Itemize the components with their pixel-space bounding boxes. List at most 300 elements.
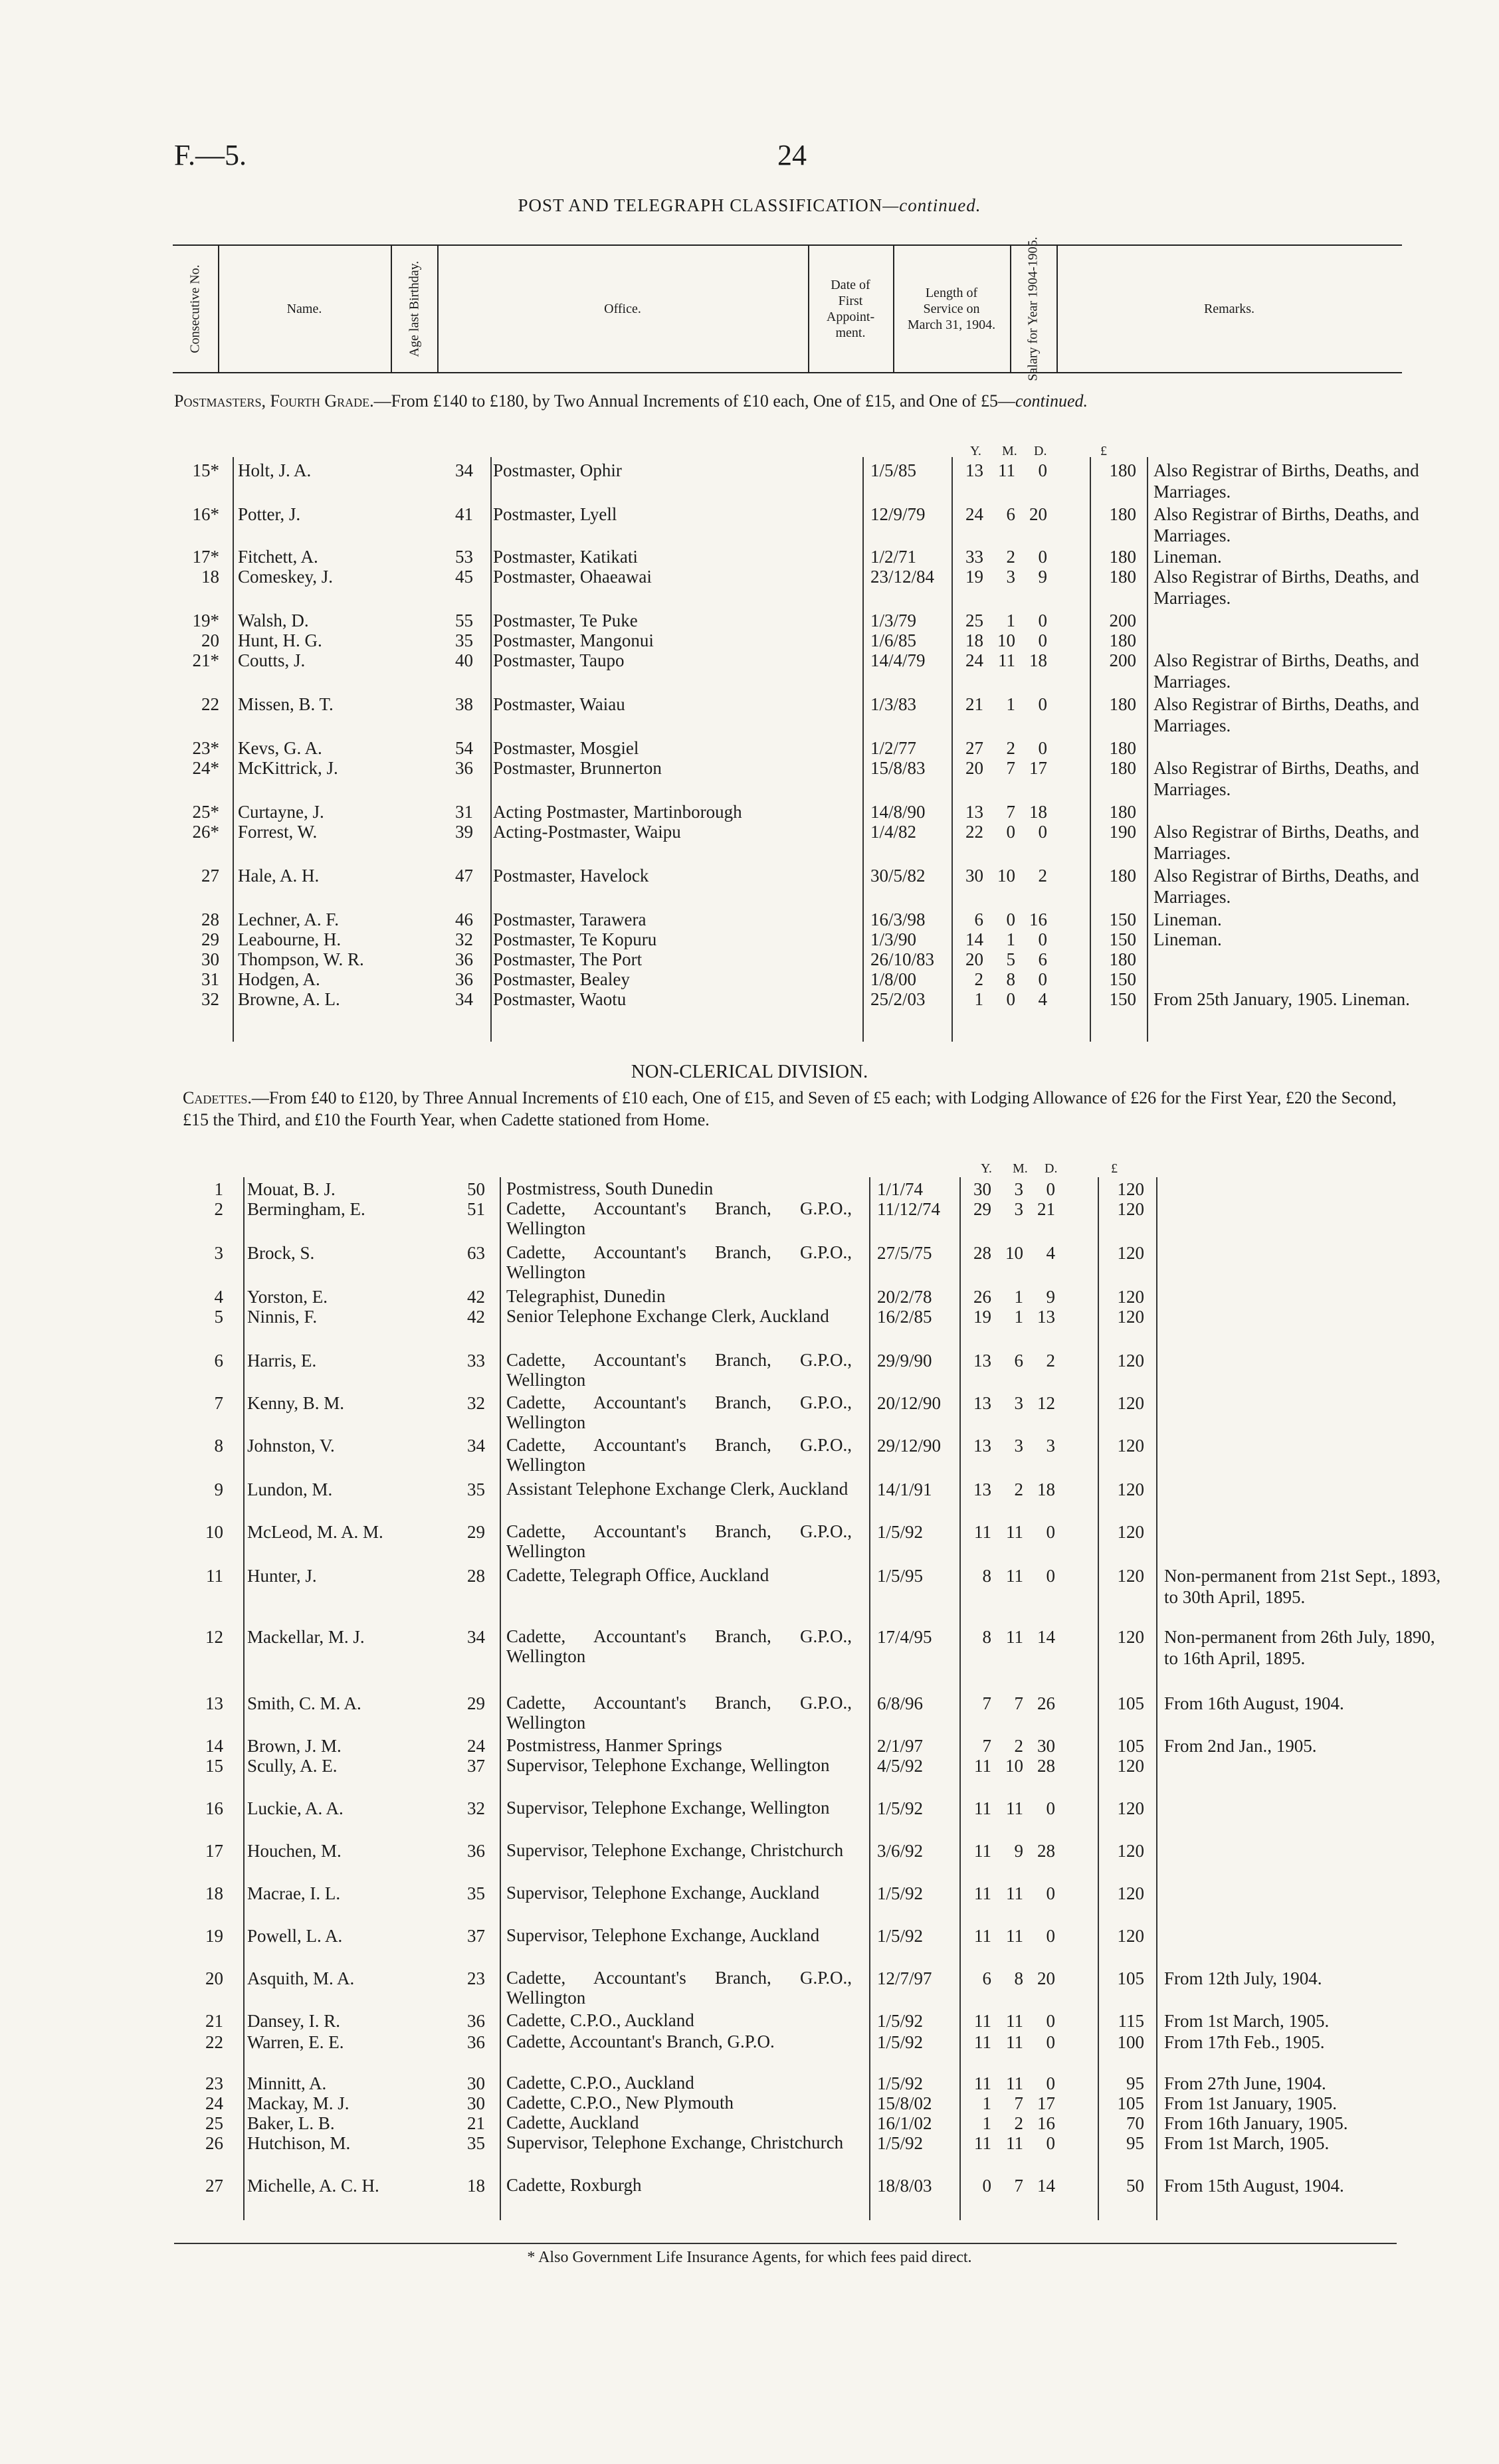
cell-y: 13 (973, 1351, 991, 1371)
cell-office: Postmaster, Waotu (493, 989, 627, 1009)
cell-office: Cadette, Accountant's Branch, G.P.O., Wellington (506, 1350, 852, 1390)
cell-office: Senior Telephone Exchange Clerk, Auckland (506, 1306, 829, 1326)
cell-m: 6 (1014, 1351, 1023, 1371)
cell-office: Cadette, Accountant's Branch, G.P.O., Wellington (506, 1198, 852, 1238)
cell-d: 16 (1037, 2113, 1055, 2133)
cell-date: 29/12/90 (877, 1436, 942, 1456)
cell-no: 30 (201, 949, 219, 969)
cell-office: Supervisor, Telephone Exchange, Auckland (506, 1883, 820, 1903)
cell-y: 11 (974, 1926, 991, 1946)
cell-date: 3/6/92 (877, 1841, 924, 1861)
cell-y: 11 (974, 2073, 991, 2093)
header-remarks: Remarks. (1203, 302, 1255, 316)
cell-m: 10 (1005, 1756, 1023, 1776)
cell-office: Cadette, Auckland (506, 2113, 639, 2132)
cell-name: Mackellar, M. J. (247, 1627, 365, 1647)
cell-d: 2 (1038, 866, 1047, 886)
cell-name: Missen, B. T. (238, 694, 334, 714)
cell-d: 28 (1037, 1841, 1055, 1861)
cell-m: 1 (1014, 1287, 1023, 1307)
cell-remark: From 1st January, 1905. (1164, 2093, 1337, 2113)
cell-y: 11 (974, 2032, 991, 2052)
cell-no: 7 (214, 1393, 223, 1413)
cell-y: 25 (965, 611, 983, 630)
cell-salary: 180 (1109, 758, 1136, 778)
cell-age: 29 (467, 1693, 485, 1713)
cell-age: 36 (467, 2032, 485, 2052)
column-rule (1098, 1177, 1099, 2220)
cell-age: 53 (455, 547, 473, 567)
cell-name: Luckie, A. A. (247, 1798, 344, 1818)
cell-d: 0 (1046, 1883, 1055, 1903)
division-heading: NON-CLERICAL DIVISION. (631, 1061, 868, 1082)
cell-d: 0 (1046, 1522, 1055, 1542)
cell-date: 1/2/71 (870, 547, 917, 567)
cell-salary: 180 (1109, 504, 1136, 524)
cell-no: 25* (192, 802, 219, 822)
unit-y: Y. (970, 444, 981, 458)
column-rule (500, 1177, 501, 2220)
cell-date: 20/2/78 (877, 1287, 932, 1307)
unit-pound-2: £ (1111, 1161, 1118, 1176)
cell-salary: 105 (1117, 1736, 1144, 1756)
unit-m-2: M. (1013, 1161, 1028, 1176)
column-rule (233, 457, 234, 1042)
cell-y: 18 (965, 630, 983, 650)
cell-age: 29 (467, 1522, 485, 1542)
cell-age: 30 (467, 2093, 485, 2113)
cell-name: Bermingham, E. (247, 1199, 365, 1219)
cell-d: 0 (1046, 2011, 1055, 2031)
cell-y: 20 (965, 758, 983, 778)
cell-m: 1 (1014, 1307, 1023, 1327)
cell-no: 24 (205, 2093, 223, 2113)
cell-age: 34 (467, 1436, 485, 1456)
cell-office: Postmaster, Ohaeawai (493, 567, 652, 587)
cell-no: 16* (192, 504, 219, 524)
cell-office: Acting Postmaster, Martinborough (493, 802, 742, 822)
cell-age: 36 (467, 2011, 485, 2031)
cell-remark: Non-permanent from 26th July, 1890, to 16th April, 1895. (1164, 1627, 1435, 1668)
cell-remark: From 12th July, 1904. (1164, 1968, 1322, 1988)
cell-name: Harris, E. (247, 1351, 317, 1371)
cell-name: Scully, A. E. (247, 1756, 338, 1776)
cell-no: 26 (205, 2133, 223, 2153)
cell-remark: From 16th August, 1904. (1164, 1693, 1344, 1713)
cell-d: 2 (1046, 1351, 1055, 1371)
cell-no: 32 (201, 989, 219, 1009)
cell-remark: From 15th August, 1904. (1164, 2176, 1344, 2196)
cell-d: 17 (1029, 758, 1047, 778)
cell-salary: 120 (1117, 1479, 1144, 1499)
cell-salary: 105 (1117, 1693, 1144, 1713)
cell-m: 7 (1014, 2093, 1023, 2113)
cell-name: Michelle, A. C. H. (247, 2176, 379, 2196)
cell-y: 11 (974, 1522, 991, 1542)
cell-office: Supervisor, Telephone Exchange, Christchurch (506, 1840, 844, 1860)
cell-office: Cadette, C.P.O., Auckland (506, 2010, 694, 2030)
cell-d: 0 (1038, 694, 1047, 714)
cell-name: Houchen, M. (247, 1841, 342, 1861)
cell-d: 18 (1029, 650, 1047, 670)
cell-m: 2 (1006, 738, 1015, 758)
cell-date: 1/5/92 (877, 2073, 924, 2093)
cell-d: 0 (1038, 630, 1047, 650)
cell-remark: Also Registrar of Births, Deaths, and Marriages. (1153, 650, 1419, 692)
cell-y: 24 (965, 504, 983, 524)
cell-no: 19* (192, 611, 219, 630)
cell-no: 28 (201, 909, 219, 929)
cell-date: 14/8/90 (870, 802, 926, 822)
cell-salary: 70 (1126, 2113, 1144, 2133)
cell-remark: Also Registrar of Births, Deaths, and Marriages. (1153, 504, 1419, 545)
cell-y: 20 (965, 949, 983, 969)
cell-date: 20/12/90 (877, 1393, 942, 1413)
cell-y: 8 (982, 1566, 991, 1586)
cell-y: 11 (974, 1841, 991, 1861)
cell-name: Warren, E. E. (247, 2032, 344, 2052)
cell-remark: Non-permanent from 21st Sept., 1893, to 30th April, 1895. (1164, 1566, 1441, 1607)
cell-no: 12 (205, 1627, 223, 1647)
cell-age: 38 (455, 694, 473, 714)
header-length: Length of Service on March 31, 1904. (893, 246, 1011, 372)
cell-name: Forrest, W. (238, 822, 318, 842)
cell-salary: 105 (1117, 1968, 1144, 1988)
unit-pound: £ (1100, 444, 1107, 458)
cell-no: 21 (205, 2011, 223, 2031)
cell-no: 2 (214, 1199, 223, 1219)
cell-office: Postmaster, The Port (493, 949, 643, 969)
cell-y: 33 (965, 547, 983, 567)
cell-name: Hodgen, A. (238, 969, 320, 989)
cell-remark: Also Registrar of Births, Deaths, and Marriages. (1153, 822, 1419, 863)
cell-m: 7 (1006, 758, 1015, 778)
cell-m: 3 (1014, 1436, 1023, 1456)
cell-salary: 150 (1109, 969, 1136, 989)
cell-no: 17 (205, 1841, 223, 1861)
cell-name: McLeod, M. A. M. (247, 1522, 383, 1542)
cell-m: 11 (1006, 1627, 1023, 1647)
column-rule (490, 457, 492, 1042)
cell-d: 0 (1046, 1179, 1055, 1199)
cell-d: 0 (1038, 611, 1047, 630)
cell-office: Postmaster, Te Kopuru (493, 929, 657, 949)
cell-salary: 105 (1117, 2093, 1144, 2113)
header-name: Name. (218, 246, 392, 372)
cell-remark: Lineman. (1153, 929, 1222, 949)
cell-date: 1/3/83 (870, 694, 917, 714)
cell-name: Johnston, V. (247, 1436, 335, 1456)
cell-salary: 120 (1117, 1798, 1144, 1818)
cell-no: 16 (205, 1798, 223, 1818)
cell-d: 0 (1038, 929, 1047, 949)
title-suffix: —continued. (882, 195, 981, 215)
column-rule (959, 1177, 961, 2220)
cell-y: 30 (965, 866, 983, 886)
cell-y: 19 (965, 567, 983, 587)
cell-age: 33 (467, 1351, 485, 1371)
cell-office: Cadette, Telegraph Office, Auckland (506, 1565, 769, 1585)
cell-y: 13 (973, 1479, 991, 1499)
cell-y: 24 (965, 650, 983, 670)
cell-salary: 180 (1109, 567, 1136, 587)
cell-name: Fitchett, A. (238, 547, 318, 567)
cell-y: 6 (974, 909, 983, 929)
cell-m: 11 (1006, 1566, 1023, 1586)
cell-date: 1/3/90 (870, 929, 917, 949)
column-rule (1156, 1177, 1157, 2220)
cell-date: 14/1/91 (877, 1479, 932, 1499)
cell-no: 11 (206, 1566, 223, 1586)
column-header (173, 237, 1402, 381)
cell-salary: 200 (1109, 611, 1136, 630)
cell-y: 11 (974, 2133, 991, 2153)
cell-m: 11 (1006, 2133, 1023, 2153)
cell-d: 14 (1037, 1627, 1055, 1647)
cell-m: 3 (1006, 567, 1015, 587)
cell-date: 15/8/83 (870, 758, 926, 778)
cell-y: 30 (973, 1179, 991, 1199)
cell-date: 1/3/79 (870, 611, 917, 630)
cell-name: Mouat, B. J. (247, 1179, 336, 1199)
cell-office: Cadette, Accountant's Branch, G.P.O., Wellington (506, 1521, 852, 1561)
cell-m: 11 (1006, 1798, 1023, 1818)
cell-age: 36 (467, 1841, 485, 1861)
cell-salary: 190 (1109, 822, 1136, 842)
unit-m: M. (1002, 444, 1017, 458)
cell-y: 11 (974, 1883, 991, 1903)
cell-date: 1/8/00 (870, 969, 917, 989)
cell-date: 16/1/02 (877, 2113, 932, 2133)
cell-no: 20 (201, 630, 219, 650)
cell-office: Cadette, Accountant's Branch, G.P.O., Wellington (506, 1392, 852, 1432)
column-rule (862, 457, 864, 1042)
cell-date: 29/9/90 (877, 1351, 932, 1371)
cell-age: 31 (455, 802, 473, 822)
cell-remark: From 16th January, 1905. (1164, 2113, 1348, 2133)
cell-y: 14 (965, 929, 983, 949)
cell-office: Postmaster, Mangonui (493, 630, 654, 650)
cell-name: Kevs, G. A. (238, 738, 322, 758)
cell-office: Acting-Postmaster, Waipu (493, 822, 681, 842)
cell-y: 13 (973, 1393, 991, 1413)
cell-office: Supervisor, Telephone Exchange, Christchurch (506, 2132, 844, 2152)
cell-age: 24 (467, 1736, 485, 1756)
cell-office: Supervisor, Telephone Exchange, Wellington (506, 1755, 830, 1775)
cell-d: 0 (1046, 1566, 1055, 1586)
cell-salary: 150 (1109, 909, 1136, 929)
cell-no: 14 (205, 1736, 223, 1756)
cell-no: 15 (205, 1756, 223, 1776)
cell-salary: 120 (1117, 1179, 1144, 1199)
cell-no: 29 (201, 929, 219, 949)
cell-salary: 50 (1126, 2176, 1144, 2196)
unit-d-2: D. (1045, 1161, 1058, 1176)
cell-age: 37 (467, 1926, 485, 1946)
cell-salary: 120 (1117, 1287, 1144, 1307)
cell-m: 2 (1006, 547, 1015, 567)
page-id: F.—5. (174, 139, 247, 171)
cell-d: 0 (1046, 1798, 1055, 1818)
cell-m: 3 (1014, 1393, 1023, 1413)
cell-remark: Also Registrar of Births, Deaths, and Marriages. (1153, 460, 1419, 502)
cell-m: 11 (998, 650, 1015, 670)
cell-date: 12/7/97 (877, 1968, 932, 1988)
cell-m: 2 (1014, 1736, 1023, 1756)
cell-d: 0 (1038, 460, 1047, 480)
cell-age: 32 (467, 1393, 485, 1413)
cell-d: 0 (1046, 2073, 1055, 2093)
cell-age: 45 (455, 567, 473, 587)
cell-age: 32 (467, 1798, 485, 1818)
cell-age: 28 (467, 1566, 485, 1586)
cell-name: Macrae, I. L. (247, 1883, 341, 1903)
cell-remark: From 1st March, 1905. (1164, 2133, 1330, 2153)
cell-date: 1/4/82 (870, 822, 917, 842)
cell-date: 2/1/97 (877, 1736, 924, 1756)
cell-date: 1/5/92 (877, 2133, 924, 2153)
cell-age: 50 (467, 1179, 485, 1199)
cell-name: Dansey, I. R. (247, 2011, 340, 2031)
cell-remark: From 17th Feb., 1905. (1164, 2032, 1325, 2052)
cell-no: 31 (201, 969, 219, 989)
cell-age: 63 (467, 1243, 485, 1263)
cell-no: 6 (214, 1351, 223, 1371)
cell-salary: 95 (1126, 2133, 1144, 2153)
cell-y: 13 (965, 802, 983, 822)
cell-name: Browne, A. L. (238, 989, 340, 1009)
cell-no: 13 (205, 1693, 223, 1713)
cell-d: 0 (1046, 2032, 1055, 2052)
cell-y: 2 (974, 969, 983, 989)
cell-d: 20 (1029, 504, 1047, 524)
cell-d: 30 (1037, 1736, 1055, 1756)
cell-d: 0 (1038, 547, 1047, 567)
cell-name: Powell, L. A. (247, 1926, 343, 1946)
cell-m: 11 (998, 460, 1015, 480)
cell-salary: 120 (1117, 1199, 1144, 1219)
cell-date: 6/8/96 (877, 1693, 924, 1713)
cell-office: Postmaster, Taupo (493, 650, 625, 670)
cell-salary: 120 (1117, 1307, 1144, 1327)
cell-salary: 180 (1109, 866, 1136, 886)
cell-age: 40 (455, 650, 473, 670)
footer-rule (174, 2243, 1397, 2244)
cell-name: Curtayne, J. (238, 802, 324, 822)
cell-salary: 150 (1109, 929, 1136, 949)
cell-age: 35 (467, 1479, 485, 1499)
header-consecutive: Consecutive No. (173, 246, 219, 372)
cell-office: Postmaster, Katikati (493, 547, 638, 567)
cell-no: 9 (214, 1479, 223, 1499)
cell-salary: 120 (1117, 1243, 1144, 1263)
cell-y: 8 (982, 1627, 991, 1647)
cell-no: 8 (214, 1436, 223, 1456)
cell-remark: From 1st March, 1905. (1164, 2011, 1330, 2031)
cell-y: 26 (973, 1287, 991, 1307)
cell-d: 4 (1038, 989, 1047, 1009)
cell-office: Supervisor, Telephone Exchange, Auckland (506, 1925, 820, 1945)
column-rule (1147, 457, 1148, 1042)
cell-d: 28 (1037, 1756, 1055, 1776)
cell-m: 0 (1006, 822, 1015, 842)
cell-d: 18 (1037, 1479, 1055, 1499)
cell-d: 3 (1046, 1436, 1055, 1456)
cell-no: 26* (192, 822, 219, 842)
cell-office: Postmistress, Hanmer Springs (506, 1735, 722, 1755)
cell-name: Coutts, J. (238, 650, 306, 670)
cell-office: Assistant Telephone Exchange Clerk, Auckland (506, 1479, 849, 1499)
cell-no: 27 (201, 866, 219, 886)
cell-m: 10 (997, 866, 1015, 886)
cell-m: 11 (1006, 1926, 1023, 1946)
section-text: —From £140 to £180, by Two Annual Increments of £10 each, One of £15, and One of £5— (373, 391, 1015, 411)
cell-salary: 180 (1109, 738, 1136, 758)
cell-salary: 120 (1117, 1522, 1144, 1542)
cell-name: Brock, S. (247, 1243, 315, 1263)
cell-y: 11 (974, 1798, 991, 1818)
cell-office: Cadette, C.P.O., New Plymouth (506, 2093, 734, 2113)
cell-name: Hutchison, M. (247, 2133, 351, 2153)
cell-date: 16/2/85 (877, 1307, 932, 1327)
cell-salary: 180 (1109, 547, 1136, 567)
cell-name: Asquith, M. A. (247, 1968, 355, 1988)
cell-m: 10 (1005, 1243, 1023, 1263)
cell-remark: From 27th June, 1904. (1164, 2073, 1326, 2093)
cell-name: Brown, J. M. (247, 1736, 342, 1756)
cell-office: Cadette, Accountant's Branch, G.P.O., Wellington (506, 1435, 852, 1475)
cell-no: 18 (205, 1883, 223, 1903)
cell-date: 14/4/79 (870, 650, 926, 670)
cell-d: 26 (1037, 1693, 1055, 1713)
cell-no: 10 (205, 1522, 223, 1542)
cell-date: 1/1/74 (877, 1179, 924, 1199)
cell-age: 21 (467, 2113, 485, 2133)
cell-salary: 120 (1117, 1627, 1144, 1647)
cell-remark: Also Registrar of Births, Deaths, and Marriages. (1153, 694, 1419, 735)
cell-age: 39 (455, 822, 473, 842)
cell-salary: 120 (1117, 1393, 1144, 1413)
cell-m: 9 (1014, 1841, 1023, 1861)
cell-salary: 180 (1109, 949, 1136, 969)
column-rule (869, 1177, 870, 2220)
cell-d: 20 (1037, 1968, 1055, 1988)
column-rule (243, 1177, 245, 2220)
cell-office: Telegraphist, Dunedin (506, 1286, 666, 1306)
cell-m: 8 (1006, 969, 1015, 989)
cell-age: 46 (455, 909, 473, 929)
cell-date: 25/2/03 (870, 989, 926, 1009)
cell-age: 51 (467, 1199, 485, 1219)
cell-age: 34 (455, 460, 473, 480)
cell-name: Lundon, M. (247, 1479, 333, 1499)
cell-date: 1/5/92 (877, 2011, 924, 2031)
cell-y: 7 (982, 1693, 991, 1713)
cell-date: 27/5/75 (877, 1243, 932, 1263)
cell-salary: 180 (1109, 694, 1136, 714)
cell-d: 0 (1038, 969, 1047, 989)
cell-date: 15/8/02 (877, 2093, 932, 2113)
cell-d: 0 (1038, 738, 1047, 758)
cell-salary: 200 (1109, 650, 1136, 670)
cell-date: 1/6/85 (870, 630, 917, 650)
cell-age: 35 (467, 2133, 485, 2153)
cell-salary: 150 (1109, 989, 1136, 1009)
cell-y: 29 (973, 1199, 991, 1219)
cell-m: 8 (1014, 1968, 1023, 1988)
cell-y: 0 (982, 2176, 991, 2196)
cell-age: 18 (467, 2176, 485, 2196)
